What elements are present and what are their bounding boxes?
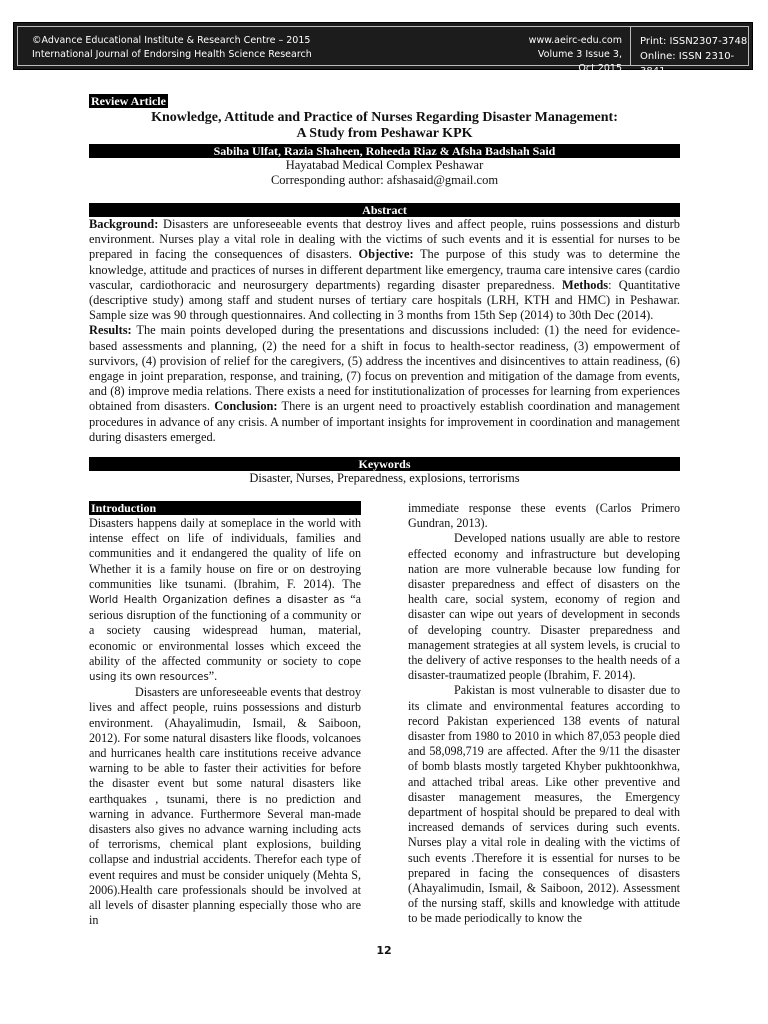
own-resources: using its own resources xyxy=(89,672,209,684)
header-divider xyxy=(630,27,631,65)
intro-paragraph-4: Developed nations usually are able to restore effected economy and infrastructure but developing nation are more vulnerable because low funding for disaster preparedness and effect of disasters on the health care, social system, economy of region and disaster can wipe out years of development in seconds of developing country. Disaster preparedness and management strategies at all system levels, is crucial to the delivery of active responses to the health needs of a disaster-traumatized people (Ibrahim, F. 2014). xyxy=(408,531,680,683)
publisher-line: ©Advance Educational Institute & Research Centre – 2015 xyxy=(32,35,311,46)
abstract-heading: Abstract xyxy=(89,203,680,217)
volume-issue: Volume 3 Issue 3, Oct 2015 xyxy=(537,49,622,74)
conclusion-text: There is an urgent need to proactively establish coordination and management procedures in advance of any crisis. A number of important insights for improvement in coordination and management during disasters emerged. xyxy=(89,399,680,444)
intro-paragraph-5: Pakistan is most vulnerable to disaster due to its climate and environmental features according to record Pakistan experienced 138 events of natural disaster from 1980 to 2010 in which 87,053 people died and 58,098,719 are affected. After the 9/11 the disaster of bomb blasts mostly targeted Khyber pukhtoonkhwa, and attached tribal areas. Like other preventive and disaster management measures, the Emergency department of hospital should be prepared to deal with increased demands of services during such events. Nurses play a vital role in dealing with the victims of such events .Therefore it is essential for nurses to be prepared in facing the consequences of disasters (Ahayalimudin, Ismail, & Saiboon, 2012). Assessment of the nursing staff, skills and knowledge with attitude to be made periodically to know the xyxy=(408,683,680,926)
title-line-2: A Study from Peshawar KPK xyxy=(296,126,473,141)
intro-paragraph-3: immediate response these events (Carlos Primero Gundran, 2013). xyxy=(408,501,680,531)
issn-block xyxy=(640,34,748,79)
intro-p1-start: Disasters happens daily at someplace in the world with intense effect on life of individuals, families and communities and it endangered the quality of life on Whether it is a family house on fire or on destroying communities like tsunami. (Ibrahim, F. 2014). The xyxy=(89,516,361,591)
print-issn: Print: ISSN2307-3748 xyxy=(640,36,748,47)
who-definition: World Health Organization defines a disaster as xyxy=(89,595,351,607)
online-issn: Online: ISSN 2310-3841 xyxy=(640,51,735,77)
journal-header-banner xyxy=(13,22,753,77)
background-label: Background: xyxy=(89,217,159,231)
article-type-label: Review Article xyxy=(91,94,166,108)
conclusion-label: Conclusion: xyxy=(214,399,278,414)
results-text: The main points developed during the presentations and discussions included: (1) the need for evidence-based assessments and planning, (2) the need for a shift in focus to health-sector readiness, (3) empowerment of survivors, (4) provision of relief for the caregivers, (5) address the incentives and disincentives to attain readiness, (6) engage in joint preparation, response, and training, (7) focus on prevention and mitigation of the damage from events, and (8) improve media relations. There exists a need for institutionalization of processes for learning from experiences obtained from disasters. xyxy=(89,323,680,414)
left-column xyxy=(89,516,361,928)
page-number: 12 xyxy=(376,944,392,957)
affiliation: Hayatabad Medical Complex Peshawar xyxy=(285,158,484,172)
introduction-heading: Introduction xyxy=(89,501,361,515)
intro-p1-end: ”. xyxy=(208,669,218,684)
intro-paragraph-1 xyxy=(89,516,361,685)
abstract-body xyxy=(89,217,680,445)
authors-bar: Sabiha Ulfat, Razia Shaheen, Roheeda Riaz & Afsha Badshah Said xyxy=(89,144,680,158)
background-text: Disasters are unforeseeable events that destroy lives and affect people, ruins possessions and disturb environment. Nurses play a vital role in dealing with the victims of such events and it is essential for nurses to be prepared in facing the consequences of disasters. xyxy=(89,217,680,262)
right-column xyxy=(408,501,680,927)
intro-paragraph-2: Disasters are unforeseeable events that destroy lives and affect people, ruins possessions and disturb environment. (Ahayalimudin, Ismail, & Saiboon, 2012). For some natural disasters like floods, volcanoes and hurricanes health care institutions receive advance warning to be able to faster their activities for before the disaster event but some natural disasters like earthquakes , tsunami, there is no prediction and warning in advance. Furthermore Several man-made disasters also gives no advance warning including acts of terrorisms, chemical plant explosions, building collapse and industrial accidents. Therefor each type of event requires and must be consider uniquely (Mehta S, 2006).Health care professionals should be involved at all levels of disaster planning especially those who are in xyxy=(89,685,361,928)
methods-text: : Quantitative (descriptive study) among staff and student nurses of tertiary care hospitals (LRH, KTH and HMC) in Peshawar. Sample size was 90 through questionnaires. And collecting in 3 months from 15th Sep (2014) to 30th Dec (2014). xyxy=(89,277,680,323)
header-left xyxy=(32,34,312,62)
article-title xyxy=(89,110,680,142)
title-line-1: Knowledge, Attitude and Practice of Nurses Regarding Disaster Management: xyxy=(151,110,618,125)
methods-label: Methods xyxy=(562,277,609,292)
results-label: Results: xyxy=(89,323,132,338)
journal-name: International Journal of Endorsing Health Science Research xyxy=(32,49,312,60)
corresponding-author: Corresponding author: afshasaid@gmail.com xyxy=(270,173,499,187)
keywords-text: Disaster, Nurses, Preparedness, explosions, terrorisms xyxy=(249,471,520,485)
keywords-heading: Keywords xyxy=(89,457,680,471)
header-frame xyxy=(17,26,749,77)
header-right xyxy=(522,34,622,76)
website: www.aeirc-edu.com xyxy=(528,35,622,46)
objective-label: Objective: xyxy=(358,247,414,262)
objective-text: The purpose of this study was to determine the knowledge, attitude and practices of nurses in different department like emergency, trauma care intensive cares (cardio vascular, cardiothoracic and neurosurgery departments) regarding disaster preparedness. xyxy=(89,247,680,292)
intro-p1-quote: “a serious disruption of the functioning of a community or a society causing widespread human, material, economic or environmental losses which exceed the ability of the affected community or society to cope xyxy=(89,592,361,668)
